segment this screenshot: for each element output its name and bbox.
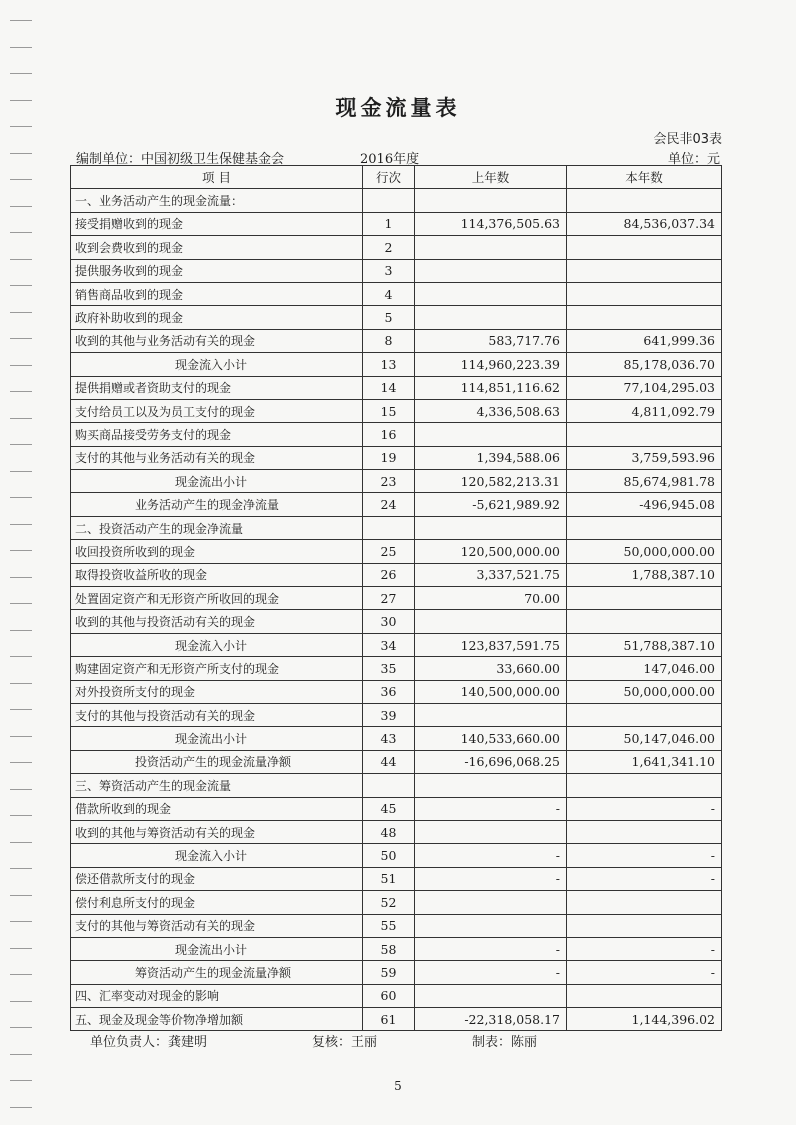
row-curr-year-amount: 84,536,037.34 [567, 212, 722, 235]
row-prev-year-amount [415, 259, 567, 282]
row-line-no: 50 [363, 844, 415, 867]
margin-tick [10, 365, 32, 366]
row-line-no: 16 [363, 423, 415, 446]
row-line-no [363, 189, 415, 212]
row-prev-year-amount: 70.00 [415, 587, 567, 610]
footer-responsible: 单位负责人：龚建明 [90, 1035, 208, 1050]
margin-tick [10, 232, 32, 233]
row-line-no: 55 [363, 914, 415, 937]
row-line-no: 27 [363, 587, 415, 610]
margin-tick [10, 259, 32, 260]
table-row [71, 212, 722, 235]
row-item-name: 购买商品接受劳务支付的现金 [71, 423, 363, 446]
row-prev-year-amount: 120,500,000.00 [415, 540, 567, 563]
row-prev-year-amount: 140,533,660.00 [415, 727, 567, 750]
row-curr-year-amount: 51,788,387.10 [567, 633, 722, 656]
row-item-name: 处置固定资产和无形资产所收回的现金 [71, 587, 363, 610]
table-row [71, 937, 722, 960]
row-line-no: 26 [363, 563, 415, 586]
row-line-no: 14 [363, 376, 415, 399]
margin-tick [10, 789, 32, 790]
row-line-no: 61 [363, 1008, 415, 1031]
table-row [71, 891, 722, 914]
margin-tick [10, 736, 32, 737]
row-line-no: 3 [363, 259, 415, 282]
table-header-row [71, 166, 722, 189]
row-line-no: 19 [363, 446, 415, 469]
table-row [71, 657, 722, 680]
header-item: 项 目 [71, 166, 363, 189]
table-row [71, 353, 722, 376]
row-item-name: 支付的其他与筹资活动有关的现金 [71, 914, 363, 937]
row-item-name: 提供捐赠或者资助支付的现金 [71, 376, 363, 399]
row-item-name: 现金流出小计 [71, 727, 363, 750]
row-curr-year-amount: 1,641,341.10 [567, 750, 722, 773]
row-line-no: 44 [363, 750, 415, 773]
row-line-no: 2 [363, 236, 415, 259]
margin-tick [10, 1107, 32, 1108]
margin-tick [10, 497, 32, 498]
row-prev-year-amount [415, 516, 567, 539]
margin-tick [10, 126, 32, 127]
row-prev-year-amount [415, 236, 567, 259]
row-curr-year-amount [567, 587, 722, 610]
row-line-no: 34 [363, 633, 415, 656]
row-curr-year-amount: 1,144,396.02 [567, 1008, 722, 1031]
row-prev-year-amount [415, 423, 567, 446]
row-line-no: 4 [363, 282, 415, 305]
margin-tick [10, 285, 32, 286]
row-item-name: 收到会费收到的现金 [71, 236, 363, 259]
table-row [71, 493, 722, 516]
row-prev-year-amount [415, 914, 567, 937]
row-prev-year-amount: - [415, 937, 567, 960]
row-prev-year-amount: 1,394,588.06 [415, 446, 567, 469]
row-curr-year-amount [567, 423, 722, 446]
page-number: 5 [394, 1079, 402, 1093]
table-row [71, 189, 722, 212]
table-row [71, 633, 722, 656]
margin-tick [10, 948, 32, 949]
table-row [71, 587, 722, 610]
table-row [71, 399, 722, 422]
margin-tick [10, 815, 32, 816]
row-curr-year-amount: 85,178,036.70 [567, 353, 722, 376]
table-row [71, 236, 722, 259]
row-line-no: 8 [363, 329, 415, 352]
row-prev-year-amount: - [415, 961, 567, 984]
row-item-name: 投资活动产生的现金流量净额 [71, 750, 363, 773]
row-prev-year-amount: - [415, 867, 567, 890]
row-item-name: 偿付利息所支付的现金 [71, 891, 363, 914]
row-prev-year-amount: 120,582,213.31 [415, 470, 567, 493]
row-curr-year-amount [567, 820, 722, 843]
row-curr-year-amount [567, 306, 722, 329]
row-curr-year-amount: 50,000,000.00 [567, 540, 722, 563]
row-item-name: 支付的其他与投资活动有关的现金 [71, 703, 363, 726]
table-row [71, 844, 722, 867]
table-row [71, 914, 722, 937]
footer-reviewer: 复核：王丽 [312, 1035, 378, 1050]
margin-tick [10, 418, 32, 419]
margin-tick [10, 709, 32, 710]
margin-tick [10, 895, 32, 896]
row-curr-year-amount [567, 914, 722, 937]
table-row [71, 750, 722, 773]
table-row [71, 306, 722, 329]
row-line-no: 25 [363, 540, 415, 563]
row-item-name: 借款所收到的现金 [71, 797, 363, 820]
row-item-name: 支付给员工以及为员工支付的现金 [71, 399, 363, 422]
table-row [71, 961, 722, 984]
row-curr-year-amount: 50,000,000.00 [567, 680, 722, 703]
margin-tick [10, 338, 32, 339]
row-prev-year-amount [415, 774, 567, 797]
row-prev-year-amount: 33,660.00 [415, 657, 567, 680]
row-curr-year-amount: 3,759,593.96 [567, 446, 722, 469]
table-row [71, 282, 722, 305]
row-item-name: 三、筹资活动产生的现金流量 [71, 774, 363, 797]
row-line-no: 15 [363, 399, 415, 422]
margin-tick [10, 630, 32, 631]
row-curr-year-amount: - [567, 937, 722, 960]
row-line-no: 59 [363, 961, 415, 984]
margin-tick [10, 842, 32, 843]
table-row [71, 259, 722, 282]
row-curr-year-amount [567, 189, 722, 212]
margin-tick [10, 603, 32, 604]
margin-tick [10, 921, 32, 922]
row-prev-year-amount [415, 610, 567, 633]
row-prev-year-amount: 114,376,505.63 [415, 212, 567, 235]
row-line-no: 60 [363, 984, 415, 1007]
form-code: 会民非03表 [653, 132, 722, 147]
table-row [71, 797, 722, 820]
margin-tick [10, 47, 32, 48]
row-item-name: 销售商品收到的现金 [71, 282, 363, 305]
table-row [71, 703, 722, 726]
row-line-no: 36 [363, 680, 415, 703]
row-prev-year-amount: 4,336,508.63 [415, 399, 567, 422]
report-year: 2016年度 [360, 152, 420, 167]
row-item-name: 四、汇率变动对现金的影响 [71, 984, 363, 1007]
row-curr-year-amount [567, 610, 722, 633]
row-line-no: 52 [363, 891, 415, 914]
row-prev-year-amount [415, 891, 567, 914]
table-row [71, 727, 722, 750]
margin-tick [10, 73, 32, 74]
header-line-no: 行次 [363, 166, 415, 189]
row-curr-year-amount [567, 282, 722, 305]
margin-tick [10, 391, 32, 392]
row-item-name: 收到的其他与投资活动有关的现金 [71, 610, 363, 633]
row-prev-year-amount: -5,621,989.92 [415, 493, 567, 516]
row-item-name: 收到的其他与业务活动有关的现金 [71, 329, 363, 352]
row-curr-year-amount [567, 259, 722, 282]
row-prev-year-amount [415, 703, 567, 726]
row-line-no: 45 [363, 797, 415, 820]
row-prev-year-amount: -22,318,058.17 [415, 1008, 567, 1031]
row-line-no [363, 774, 415, 797]
row-item-name: 政府补助收到的现金 [71, 306, 363, 329]
row-item-name: 购建固定资产和无形资产所支付的现金 [71, 657, 363, 680]
margin-tick [10, 868, 32, 869]
row-line-no: 23 [363, 470, 415, 493]
row-item-name: 现金流出小计 [71, 470, 363, 493]
row-item-name: 五、现金及现金等价物净增加额 [71, 1008, 363, 1031]
row-line-no: 48 [363, 820, 415, 843]
organization-label: 编制单位：中国初级卫生保健基金会 [76, 152, 285, 167]
row-line-no: 39 [363, 703, 415, 726]
table-row [71, 329, 722, 352]
row-line-no: 5 [363, 306, 415, 329]
row-line-no: 24 [363, 493, 415, 516]
margin-tick [10, 577, 32, 578]
row-prev-year-amount: 140,500,000.00 [415, 680, 567, 703]
row-item-name: 现金流入小计 [71, 844, 363, 867]
row-item-name: 接受捐赠收到的现金 [71, 212, 363, 235]
table-row [71, 423, 722, 446]
footer-preparer: 制表：陈丽 [472, 1035, 538, 1050]
row-prev-year-amount [415, 282, 567, 305]
row-item-name: 偿还借款所支付的现金 [71, 867, 363, 890]
row-line-no: 1 [363, 212, 415, 235]
row-prev-year-amount: - [415, 797, 567, 820]
table-row [71, 610, 722, 633]
row-curr-year-amount: 641,999.36 [567, 329, 722, 352]
table-row [71, 376, 722, 399]
margin-tick [10, 153, 32, 154]
margin-tick [10, 1027, 32, 1028]
row-item-name: 现金流出小计 [71, 937, 363, 960]
table-row [71, 1008, 722, 1031]
row-line-no: 43 [363, 727, 415, 750]
row-curr-year-amount [567, 236, 722, 259]
row-item-name: 现金流入小计 [71, 633, 363, 656]
margin-tick [10, 471, 32, 472]
row-line-no: 51 [363, 867, 415, 890]
row-prev-year-amount [415, 306, 567, 329]
row-item-name: 取得投资收益所收的现金 [71, 563, 363, 586]
margin-tick [10, 206, 32, 207]
row-prev-year-amount: 583,717.76 [415, 329, 567, 352]
row-item-name: 收回投资所收到的现金 [71, 540, 363, 563]
page-title: 现金流量表 [335, 96, 461, 120]
table-row [71, 774, 722, 797]
row-curr-year-amount: 1,788,387.10 [567, 563, 722, 586]
row-prev-year-amount: - [415, 844, 567, 867]
row-prev-year-amount: 114,851,116.62 [415, 376, 567, 399]
header-curr-year: 本年数 [567, 166, 722, 189]
unit-label: 单位：元 [667, 152, 720, 167]
row-curr-year-amount: 85,674,981.78 [567, 470, 722, 493]
row-curr-year-amount: - [567, 961, 722, 984]
row-item-name: 提供服务收到的现金 [71, 259, 363, 282]
row-curr-year-amount [567, 984, 722, 1007]
row-item-name: 二、投资活动产生的现金净流量 [71, 516, 363, 539]
row-prev-year-amount [415, 820, 567, 843]
row-line-no: 13 [363, 353, 415, 376]
row-curr-year-amount [567, 891, 722, 914]
row-item-name: 筹资活动产生的现金流量净额 [71, 961, 363, 984]
row-prev-year-amount [415, 984, 567, 1007]
row-item-name: 支付的其他与业务活动有关的现金 [71, 446, 363, 469]
row-prev-year-amount: 114,960,223.39 [415, 353, 567, 376]
table-row [71, 680, 722, 703]
margin-tick [10, 550, 32, 551]
margin-tick [10, 1001, 32, 1002]
row-curr-year-amount: 50,147,046.00 [567, 727, 722, 750]
margin-tick [10, 179, 32, 180]
row-curr-year-amount: - [567, 844, 722, 867]
margin-tick [10, 524, 32, 525]
row-prev-year-amount: 3,337,521.75 [415, 563, 567, 586]
row-line-no: 58 [363, 937, 415, 960]
cash-flow-table [70, 165, 722, 1031]
table-row [71, 563, 722, 586]
row-curr-year-amount: 77,104,295.03 [567, 376, 722, 399]
margin-tick [10, 656, 32, 657]
table-row [71, 867, 722, 890]
margin-tick [10, 444, 32, 445]
row-line-no [363, 516, 415, 539]
row-curr-year-amount [567, 774, 722, 797]
row-prev-year-amount [415, 189, 567, 212]
table-row [71, 540, 722, 563]
table-row [71, 984, 722, 1007]
table-row [71, 820, 722, 843]
header-prev-year: 上年数 [415, 166, 567, 189]
margin-tick [10, 683, 32, 684]
row-item-name: 收到的其他与筹资活动有关的现金 [71, 820, 363, 843]
margin-tick [10, 1054, 32, 1055]
table-row [71, 516, 722, 539]
row-curr-year-amount: - [567, 797, 722, 820]
row-curr-year-amount: 4,811,092.79 [567, 399, 722, 422]
row-curr-year-amount: -496,945.08 [567, 493, 722, 516]
margin-tick [10, 312, 32, 313]
row-curr-year-amount: 147,046.00 [567, 657, 722, 680]
table-row [71, 470, 722, 493]
row-line-no: 35 [363, 657, 415, 680]
margin-tick [10, 974, 32, 975]
row-curr-year-amount [567, 703, 722, 726]
margin-tick [10, 20, 32, 21]
row-item-name: 现金流入小计 [71, 353, 363, 376]
row-curr-year-amount: - [567, 867, 722, 890]
row-prev-year-amount: 123,837,591.75 [415, 633, 567, 656]
margin-tick [10, 762, 32, 763]
row-item-name: 一、业务活动产生的现金流量： [71, 189, 363, 212]
row-curr-year-amount [567, 516, 722, 539]
row-item-name: 对外投资所支付的现金 [71, 680, 363, 703]
row-prev-year-amount: -16,696,068.25 [415, 750, 567, 773]
row-line-no: 30 [363, 610, 415, 633]
table-row [71, 446, 722, 469]
row-item-name: 业务活动产生的现金净流量 [71, 493, 363, 516]
